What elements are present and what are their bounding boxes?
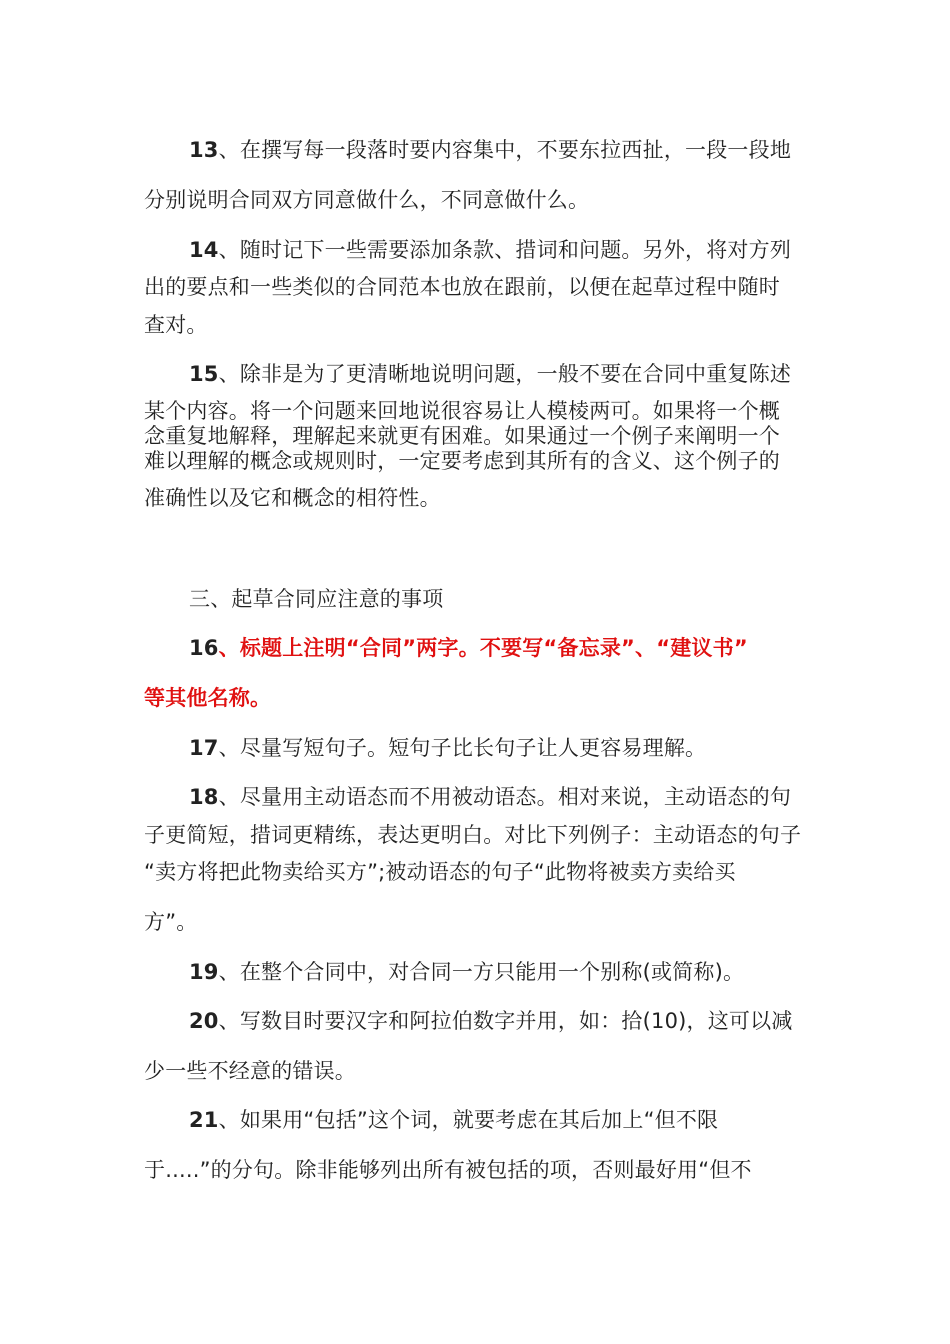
paragraph-text: 、尽量用主动语态而不用被动语态。相对来说，主动语态的句 xyxy=(218,785,792,809)
paragraph-15-line-5: 准确性以及它和概念的相符性。 xyxy=(144,486,441,510)
paragraph-14-line-3: 查对。 xyxy=(144,313,208,337)
paragraph-21-line-2: 于.....”的分句。除非能够列出所有被包括的项，否则最好用“但不 xyxy=(144,1158,752,1182)
item-number: 18 xyxy=(189,785,219,809)
paragraph-18-line-4: 方”。 xyxy=(144,910,198,934)
item-number: 14 xyxy=(189,238,219,262)
paragraph-15-line-4: 难以理解的概念或规则时，一定要考虑到其所有的含义、这个例子的 xyxy=(144,449,780,473)
paragraph-18-line-1 xyxy=(189,783,814,811)
item-number: 21 xyxy=(189,1108,219,1132)
item-number: 17 xyxy=(189,736,219,760)
paragraph-text-highlighted: 、标题上注明“合同”两字。不要写“备忘录”、“建议书” xyxy=(218,636,748,660)
paragraph-19-line-1 xyxy=(189,958,814,986)
item-number: 15 xyxy=(189,362,219,386)
item-number: 13 xyxy=(189,138,219,162)
paragraph-20-line-2: 少一些不经意的错误。 xyxy=(144,1059,356,1083)
item-number: 20 xyxy=(189,1009,219,1033)
paragraph-16-line-1 xyxy=(189,634,814,662)
paragraph-17-line-1 xyxy=(189,734,814,762)
paragraph-text: 、在整个合同中，对合同一方只能用一个别称(或简称)。 xyxy=(218,960,745,984)
paragraph-text: 、除非是为了更清晰地说明问题，一般不要在合同中重复陈述 xyxy=(218,362,792,386)
paragraph-13-line-1 xyxy=(189,136,814,164)
item-number: 19 xyxy=(189,960,219,984)
paragraph-text: 、在撰写每一段落时要内容集中，不要东拉西扯，一段一段地 xyxy=(218,138,792,162)
item-number: 16 xyxy=(189,636,219,660)
paragraph-15-line-1 xyxy=(189,360,814,388)
paragraph-text: 、写数目时要汉字和阿拉伯数字并用，如：拾(10)，这可以减 xyxy=(218,1009,793,1033)
paragraph-20-line-1 xyxy=(189,1007,814,1035)
paragraph-16-line-2: 等其他名称。 xyxy=(144,686,272,710)
paragraph-18-line-2: 子更简短，措词更精练，表达更明白。对比下列例子：主动语态的句子 xyxy=(144,823,802,847)
paragraph-14-line-2: 出的要点和一些类似的合同范本也放在跟前，以便在起草过程中随时 xyxy=(144,275,780,299)
paragraph-21-line-1 xyxy=(189,1106,814,1134)
section-heading: 三、起草合同应注意的事项 xyxy=(189,587,444,611)
paragraph-14-line-1 xyxy=(189,236,814,264)
paragraph-15-line-2: 某个内容。将一个问题来回地说很容易让人模棱两可。如果将一个概 xyxy=(144,399,780,423)
paragraph-15-line-3: 念重复地解释，理解起来就更有困难。如果通过一个例子来阐明一个 xyxy=(144,424,780,448)
paragraph-13-line-2: 分别说明合同双方同意做什么，不同意做什么。 xyxy=(144,188,590,212)
paragraph-text: 、尽量写短句子。短句子比长句子让人更容易理解。 xyxy=(218,736,707,760)
paragraph-18-line-3: “卖方将把此物卖给买方”;被动语态的句子“此物将被卖方卖给买 xyxy=(144,860,736,884)
paragraph-text: 、随时记下一些需要添加条款、措词和问题。另外，将对方列 xyxy=(218,238,792,262)
paragraph-text: 、如果用“包括”这个词，就要考虑在其后加上“但不限 xyxy=(218,1108,719,1132)
